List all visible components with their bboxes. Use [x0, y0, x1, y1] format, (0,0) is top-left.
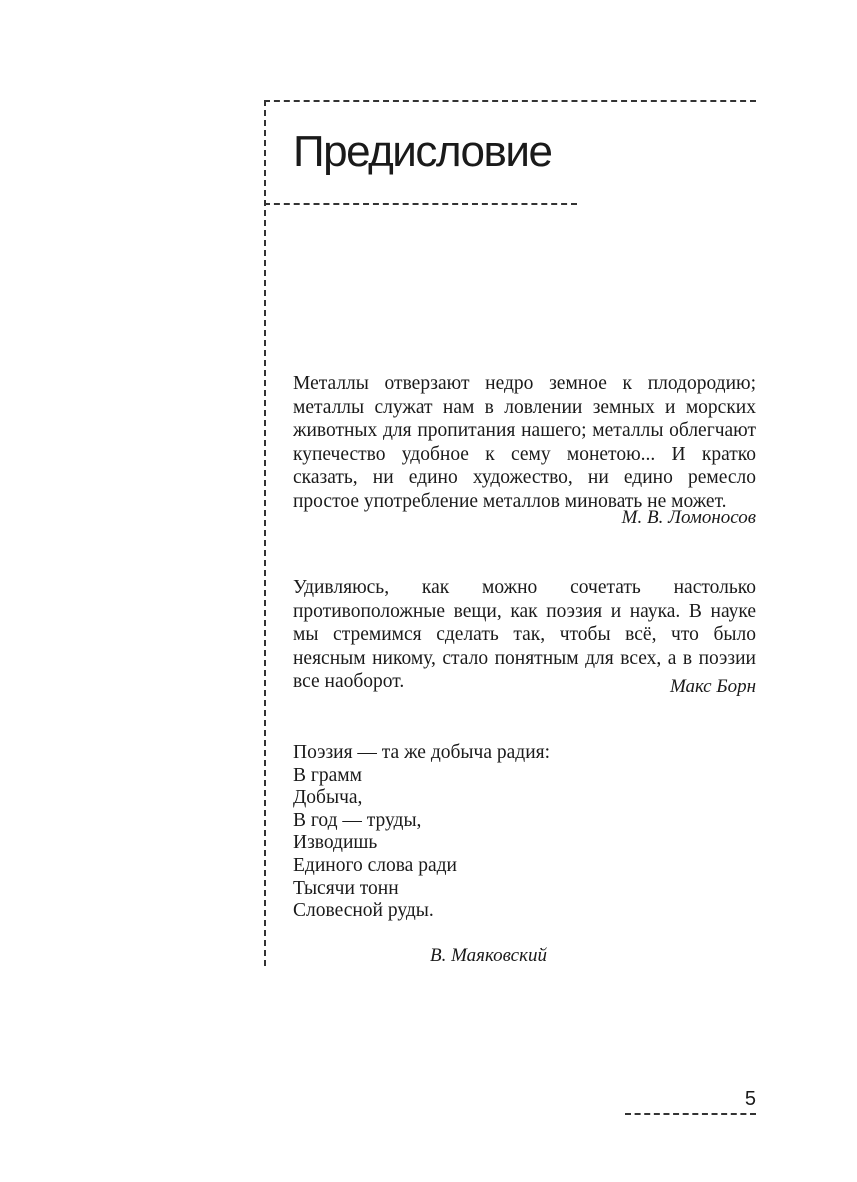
poem-line: Тысячи тонн	[293, 877, 399, 899]
page-number: 5	[744, 1088, 756, 1110]
left-dashed-rule	[264, 100, 266, 966]
poem-line: В год — труды,	[293, 809, 422, 831]
footer-dashed-rule	[625, 1113, 756, 1115]
poem-line: Словесной руды.	[293, 900, 434, 922]
top-dashed-rule	[264, 100, 756, 102]
epigraph-lomonosov-text: Металлы отверзают недро земное к плодородию; металлы служат нам в ловлении земных и морских животных для пропитания нашего; металлы облегчают купечество удобное к сему монетою... И кратко сказать, ни едино художество, ни едино ремесло простое употребление металлов миновать не может.	[293, 373, 756, 512]
epigraph-born-text: Удивляюсь, как можно сочетать настолько противоположные вещи, как поэзия и наука. В науке мы стремимся сделать так, чтобы всё, что было неясным никому, стало понятным для всех, а в поэзии все наоборот.	[293, 577, 756, 692]
title-dashed-rule	[264, 203, 577, 205]
epigraph-born-author: Макс Борн	[669, 676, 756, 697]
poem-line: В грамм	[293, 764, 362, 786]
poem-line: Изводишь	[293, 832, 378, 854]
epigraph-lomonosov-author: М. В. Ломоносов	[621, 507, 756, 528]
epigraph-mayakovsky-author: В. Маяковский	[430, 945, 547, 966]
poem-line: Поэзия — та же добыча радия:	[293, 742, 551, 763]
page-title: Предисловие	[293, 127, 552, 176]
epigraph-mayakovsky-poem	[293, 742, 550, 923]
poem-line: Добыча,	[293, 787, 363, 809]
poem-line: Единого слова ради	[293, 854, 457, 876]
